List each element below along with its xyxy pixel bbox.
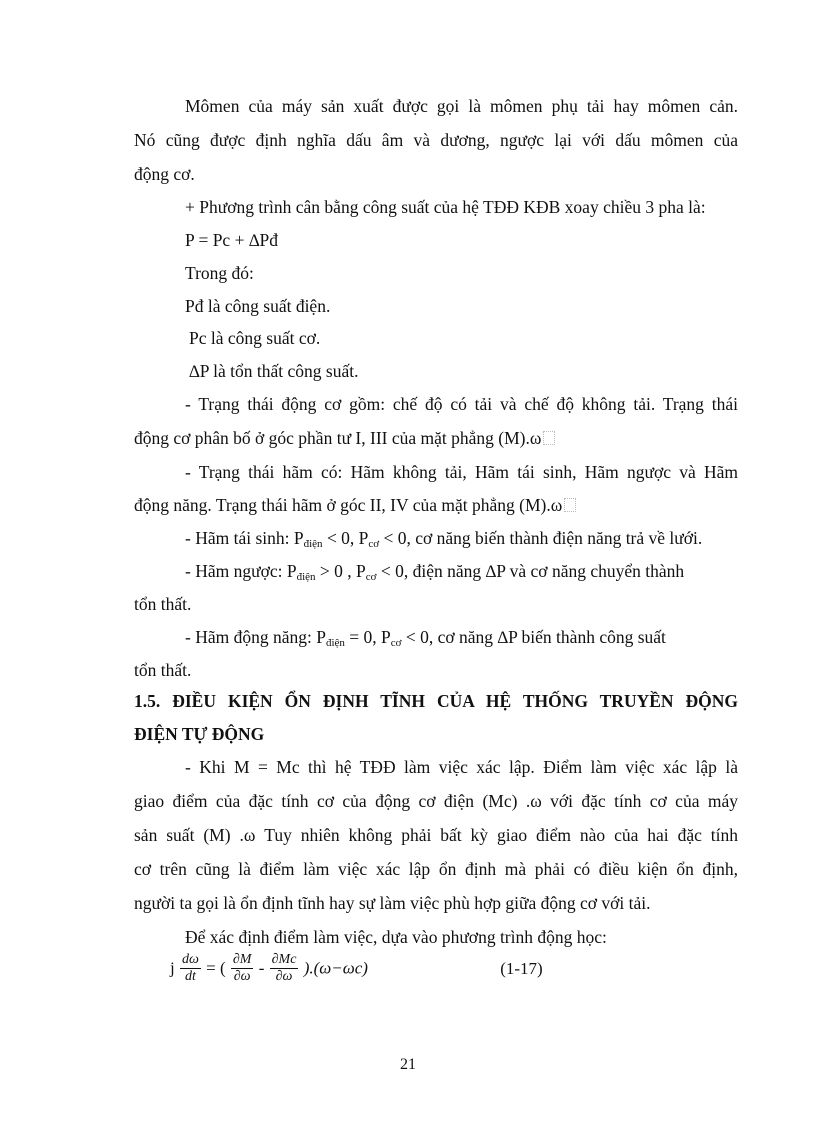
eq-tail: ).(ω−ωc)	[303, 958, 368, 978]
paragraph-line: tổn thất.	[134, 660, 192, 680]
paragraph-line: tổn thất.	[134, 594, 192, 614]
eq-fraction-lhs: $\frac{d\omega}{dt}$	[181, 952, 199, 984]
paragraph-line: động cơ.	[134, 164, 195, 184]
paragraph-line: động năng. Trạng thái hãm ở góc II, IV của mặt phẳng (M).ω	[134, 494, 576, 516]
eq-minus: -	[258, 958, 265, 978]
paragraph-line: Pđ là công suất điện.	[185, 296, 331, 316]
section-heading: 1.5. ĐIỀU KIỆN ỔN ĐỊNH TĨNH CỦA HỆ THỐNG TRUYỀN ĐỘNG	[134, 691, 738, 711]
paragraph-line: - Trạng thái động cơ gồm: chế độ có tải và chế độ không tải. Trạng thái	[185, 394, 738, 414]
paragraph-line: Để xác định điểm làm việc, dựa vào phương trình động học:	[185, 927, 607, 947]
paragraph-line: - Hãm ngược: $P_{điện} > 0$ , $P_{cơ} < 0$, điện năng ∆P và cơ năng chuyển thành	[185, 561, 685, 583]
paragraph-line: Trong đó:	[185, 263, 254, 283]
paragraph-line: - Trạng thái hãm có: Hãm không tải, Hãm tái sinh, Hãm ngược và Hãm	[185, 462, 738, 482]
paragraph-line: Nó cũng được định nghĩa dấu âm và dương, ngược lại với dấu mômen của	[134, 130, 738, 150]
paragraph-line: - Khi M = Mc thì hệ TĐĐ làm việc xác lập. Điểm làm việc xác lập là	[185, 757, 738, 777]
paragraph-line: động cơ phân bố ở góc phần tư I, III của mặt phẳng (M).ω	[134, 427, 555, 449]
placeholder-box	[543, 431, 555, 445]
eq-open: = (	[206, 958, 226, 978]
page-number: 21	[400, 1056, 416, 1073]
placeholder-box	[564, 498, 576, 512]
eq-fraction-2: $\frac{\partial Mc}{\partial\omega}$	[271, 952, 297, 984]
paragraph-line: + Phương trình cân bằng công suất của hệ TĐĐ KĐB xoay chiều 3 pha là:	[185, 197, 706, 217]
paragraph-line: giao điểm của đặc tính cơ của động cơ điện (Mc) .ω với đặc tính cơ của máy	[134, 791, 738, 811]
equation-power-balance: P = Pc + ∆Pđ	[185, 230, 279, 250]
eq-fraction-1: $\frac{\partial M}{\partial\omega}$	[232, 952, 252, 984]
eq-j: j	[170, 958, 175, 978]
paragraph-line: người ta gọi là ổn định tĩnh hay sự làm việc phù hợp giữa động cơ với tải.	[134, 893, 651, 913]
paragraph-line: cơ trên cũng là điểm làm việc xác lập ổn định mà phải có điều kiện ổn định,	[134, 859, 738, 879]
paragraph-line: - Hãm động năng: $P_{điện} = 0$, $P_{cơ} < 0$, cơ năng ∆P biến thành công suất	[185, 627, 666, 649]
paragraph-line: Pc là công suất cơ.	[189, 328, 321, 348]
equation-1-17	[170, 952, 543, 992]
eq-label: (1-17)	[500, 958, 543, 978]
paragraph-line: Mômen của máy sản xuất được gọi là mômen phụ tải hay mômen cản.	[185, 96, 738, 116]
paragraph-line: sản suất (M) .ω Tuy nhiên không phải bất kỳ giao điểm nào của hai đặc tính	[134, 825, 738, 845]
paragraph-line: ∆P là tổn thất công suất.	[189, 361, 359, 381]
section-heading: ĐIỆN TỰ ĐỘNG	[134, 724, 265, 744]
paragraph-line: - Hãm tái sinh: $P_{điện} < 0$, $P_{cơ} < 0$, cơ năng biến thành điện năng trả về lưới.	[185, 528, 703, 550]
